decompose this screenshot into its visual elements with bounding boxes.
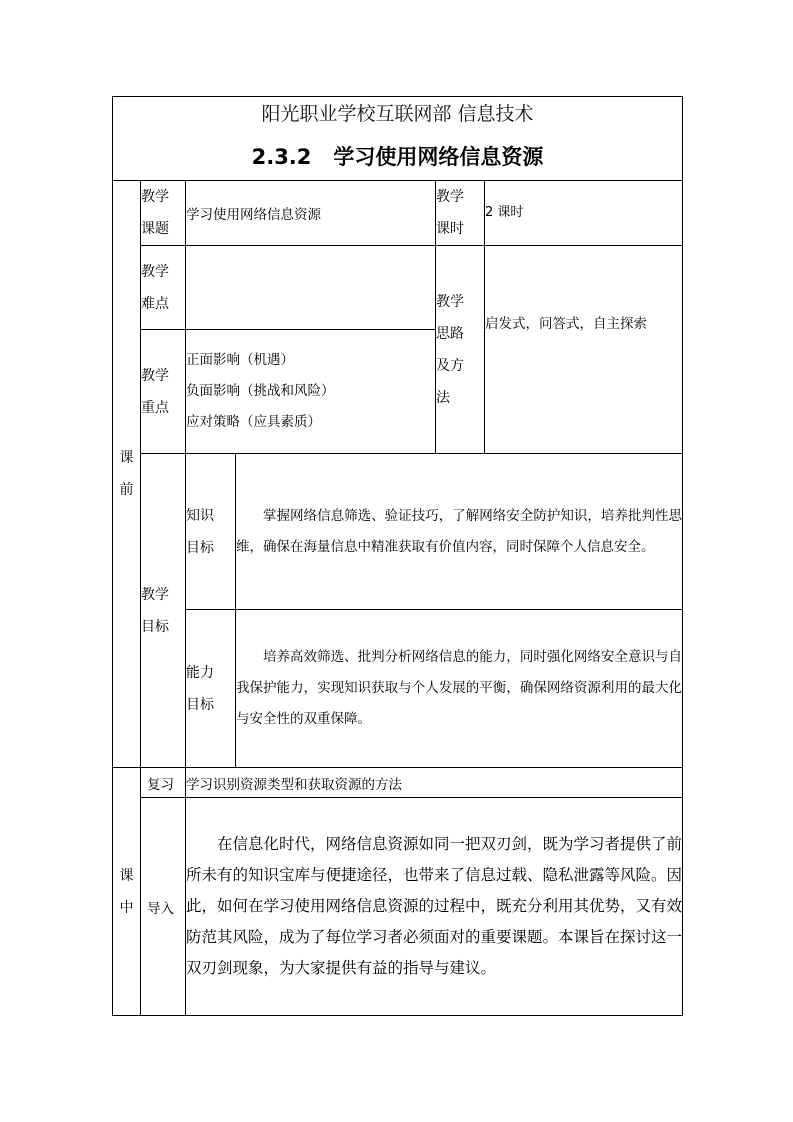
institution-name: 阳光职业学校互联网部 信息技术 — [261, 103, 534, 125]
keypoint-item: 负面影响（挑战和风险） — [186, 383, 335, 399]
intro-label: 导入 — [141, 798, 186, 1016]
difficulty-value — [186, 246, 436, 330]
method-label: 教学思路及方法 — [436, 293, 464, 406]
objectives-label-cell — [141, 454, 186, 768]
section-during-label: 课中 — [119, 867, 134, 916]
keypoints-label: 教学重点 — [141, 367, 169, 416]
method-value: 启发式，问答式，自主探索 — [485, 246, 683, 454]
section-during-cell — [113, 768, 141, 1016]
knowledge-text: 掌握网络信息筛选、验证技巧，了解网络安全防护知识，培养批判性思维，确保在海量信息中精准获取有价值内容，同时保障个人信息安全。 — [236, 454, 683, 610]
objectives-label: 教学目标 — [141, 586, 169, 635]
knowledge-label: 知识目标 — [186, 507, 214, 556]
ability-objective-row — [113, 610, 683, 768]
keypoint-item: 应对策略（应具素质） — [186, 414, 321, 430]
difficulty-label: 教学难点 — [141, 263, 169, 312]
hours-label-cell — [436, 181, 485, 246]
lesson-name: 学习使用网络信息资源 — [333, 145, 544, 169]
difficulty-label-cell — [141, 246, 186, 330]
ability-text: 培养高效筛选、批判分析网络信息的能力，同时强化网络安全意识与自我保护能力，实现知识获取与个人发展的平衡，确保网络资源利用的最大化与安全性的双重保障。 — [236, 610, 683, 768]
keypoint-item: 正面影响（机遇） — [186, 352, 294, 368]
review-value: 学习识别资源类型和获取资源的方法 — [186, 768, 683, 798]
lesson-number: 2.3.2 — [251, 145, 312, 169]
topic-row — [113, 181, 683, 246]
hours-value: 2 课时 — [485, 181, 683, 246]
review-label: 复习 — [141, 768, 186, 798]
keypoints-label-cell — [141, 330, 186, 454]
ability-label-cell — [186, 610, 236, 768]
topic-label-cell — [141, 181, 186, 246]
section-before-cell — [113, 181, 141, 768]
difficulty-row — [113, 246, 683, 330]
method-label-cell — [436, 246, 485, 454]
review-row — [113, 768, 683, 798]
keypoints-list — [186, 330, 436, 454]
section-before-label: 课前 — [119, 450, 134, 498]
topic-label: 教学课题 — [141, 189, 169, 237]
knowledge-label-cell — [186, 454, 236, 610]
knowledge-objective-row — [113, 454, 683, 610]
topic-value: 学习使用网络信息资源 — [186, 181, 436, 246]
header-cell — [113, 97, 683, 181]
ability-label: 能力目标 — [186, 664, 214, 713]
intro-row — [113, 798, 683, 1016]
lesson-plan-table — [112, 96, 683, 1016]
intro-text: 在信息化时代，网络信息资源如同一把双刃剑，既为学习者提供了前所未有的知识宝库与便捷途径，也带来了信息过载、隐私泄露等风险。因此，如何在学习使用网络信息资源的过程中，既充分利用其优势，又有效防范其风险，成为了每位学习者必须面对的重要课题。本课旨在探讨这一双刃剑现象，为大家提供有益的指导与建议。 — [186, 798, 683, 1016]
lesson-title — [113, 143, 682, 171]
hours-label: 教学课时 — [436, 189, 464, 237]
header-row — [113, 97, 683, 181]
